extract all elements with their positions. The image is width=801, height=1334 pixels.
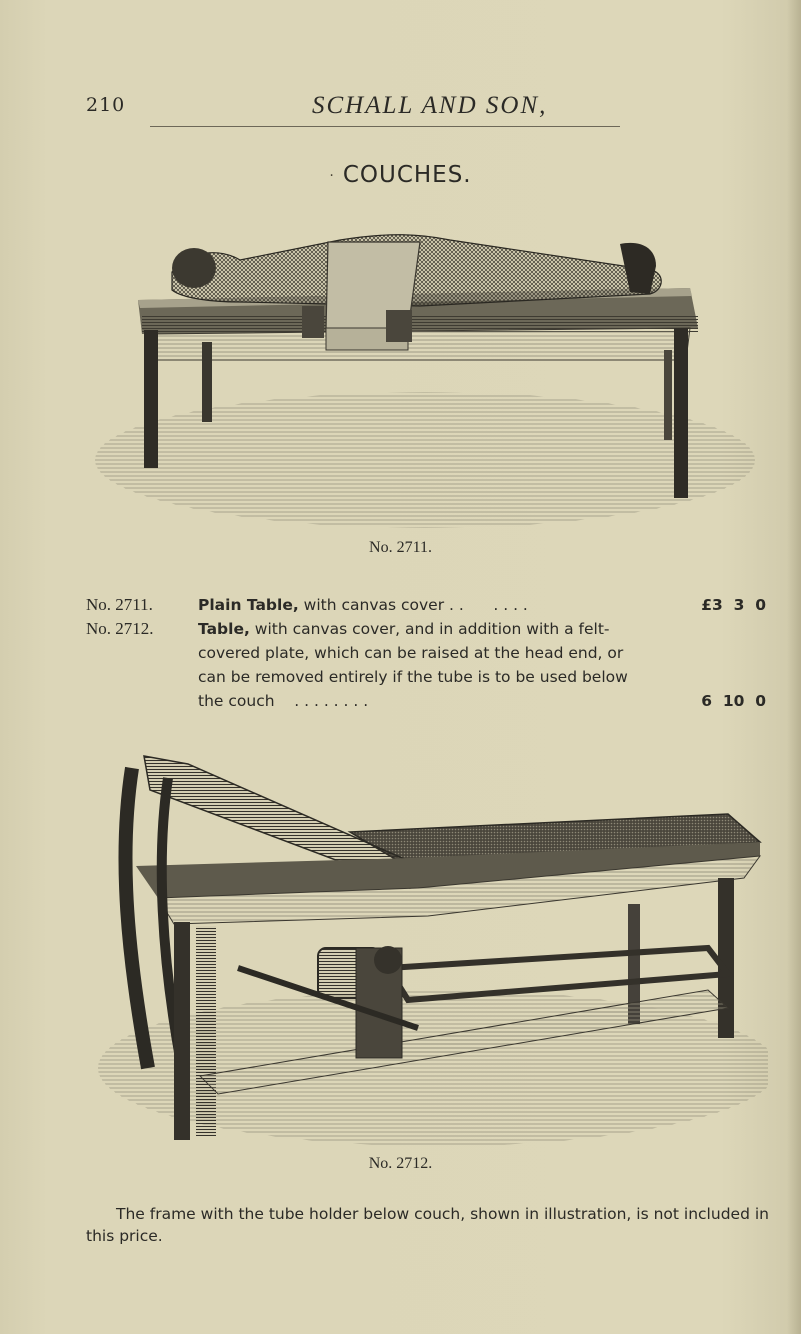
entry-leader: . . . .	[493, 596, 528, 614]
header-rule	[150, 126, 620, 127]
figure-2711-caption: No. 2711.	[369, 539, 432, 556]
entry-text: with canvas cover, and in addition with a felt-covered plate, which can be raised at the head end, or can be removed entirely if the tube is to be used below the couch	[198, 620, 628, 710]
entry-price: £3 3 0	[701, 596, 766, 614]
entry-number: No. 2711.	[86, 595, 153, 614]
plain-table-engraving	[90, 210, 760, 530]
entry-title: Table,	[198, 620, 250, 638]
entry-title: Plain Table,	[198, 596, 299, 614]
entry-text: with canvas cover . .	[298, 596, 464, 614]
section-title	[0, 162, 801, 188]
figure-2712-caption: No. 2712.	[368, 1155, 433, 1172]
running-title: SCHALL AND SON,	[312, 92, 548, 119]
entry-price: 6 10 0	[701, 692, 766, 710]
entry-number: No. 2712.	[86, 619, 154, 638]
bullet-dot: ·	[329, 167, 335, 184]
page-number: 210	[86, 94, 126, 116]
section-title-text: COUCHES.	[342, 162, 472, 188]
figure-2711-illustration	[90, 210, 760, 530]
page-edge-shadow	[787, 0, 801, 1334]
figure-2712-illustration	[88, 738, 768, 1148]
price-footnote: The frame with the tube holder below couch, shown in illustration, is not included in this price.	[86, 1205, 769, 1245]
couch-with-tube-holder-engraving	[88, 738, 768, 1148]
entry-description	[198, 617, 638, 713]
entry-leader: . . . . . . . .	[294, 692, 369, 710]
entry-description	[198, 593, 638, 617]
